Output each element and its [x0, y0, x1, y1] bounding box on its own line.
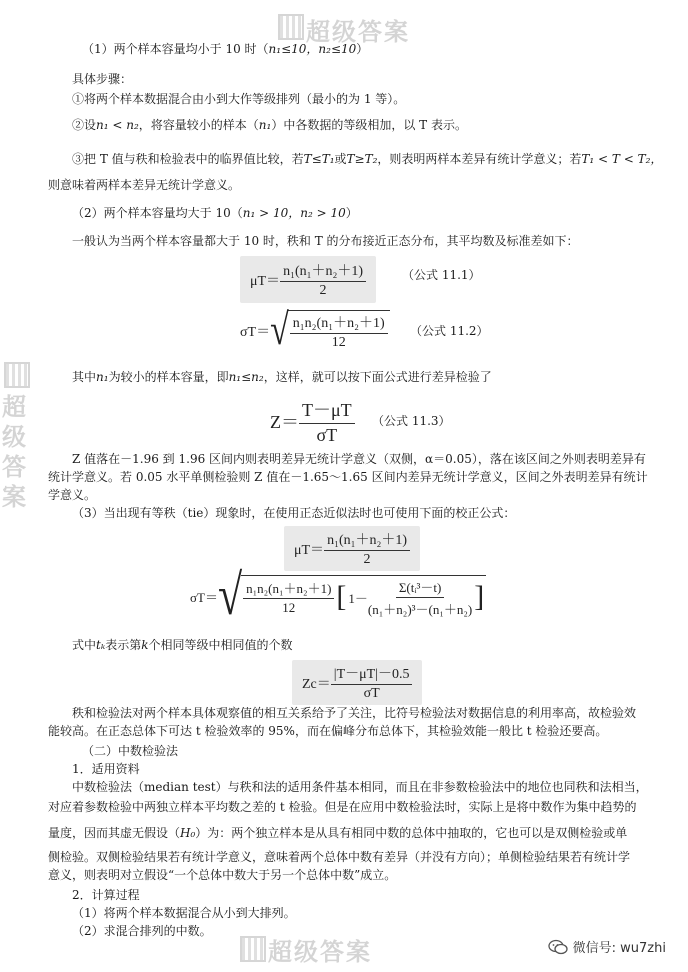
section-heading-large-samples: （2）两个样本容量均大于 10（n₁ > 10，n₂ > 10）: [72, 206, 358, 220]
z-interval-text-1: Z 值落在－1.96 到 1.96 区间内则表明差异无统计学意义（双侧，α＝0.05），落在该区间之外则表明差异有: [72, 452, 646, 466]
step-3-cont: 则意味着两样本差异无统计学意义。: [48, 178, 241, 192]
watermark-left: 超级答案: [2, 393, 26, 511]
n1-explanation: 其中n₁为较小的样本容量，即n₁≤n₂，这样，就可以按下面公式进行差异检验了: [72, 370, 492, 384]
formula-tie-mean: μT＝ $\frac{\text{n₁(n₁＋n₂＋1)}}{2}$: [284, 526, 420, 571]
median-test-heading: （二）中数检验法: [82, 744, 179, 758]
wechat-id-label: 微信号: wu7zhi: [572, 941, 666, 956]
applicable-data-heading: 1．适用资料: [72, 762, 140, 776]
median-text-5: 意义，则表明对立假设“一个总体中数大于另一个总体中数”成立。: [48, 868, 397, 882]
median-text-4: 侧检验。双侧检验结果若有统计学意义，意味着两个总体中数有差异（并没有方向）；单侧检验结果若有统计学: [48, 850, 631, 864]
calc-process-heading: 2．计算过程: [72, 888, 140, 902]
tk-explanation: 式中tₖ表示第k个相同等级中相同值的个数: [72, 638, 293, 652]
median-text-3: 量度，因而其虚无假设（H₀）为：两个独立样本是从具有相同中数的总体中抽取的，它也可以是双侧检验或单: [48, 826, 628, 840]
formula-11-2-label: （公式 11.2）: [410, 324, 489, 338]
calc-step-2: （2）求混合排列的中数。: [72, 924, 212, 938]
formula-11-3-label: （公式 11.3）: [372, 414, 451, 428]
median-text-2: 对应着参数检验中两独立样本平均数之差的 t 检验。但是在应用中数检验法时，实际上是将中数作为集中趋势的: [48, 800, 637, 814]
rank-sum-summary-1: 秩和检验法对两个样本具体观察值的相互关系给予了关注，比符号检验法对数据信息的利用率高，故检验效: [72, 706, 637, 720]
formula-tie-sd: σT＝ √ $\frac{\text{n₁n₂(n₁＋n₂＋1)}}{12}$ [ 1－ $\frac{\text{Σ(tᵢ³－t)}}{\text{(n₁＋n₂)³－(n₁＋n₂)}}$ ]: [190, 563, 485, 628]
wechat-footer: [548, 937, 666, 956]
formula-11-1: μT＝ $\frac{\text{n₁(n₁＋n₂＋1)}}{2}$: [240, 256, 376, 303]
watermark-logo-left: [4, 362, 30, 388]
ties-heading: （3）当出现有等秩（tie）现象时，在使用正态近似法时也可使用下面的校正公式：: [72, 506, 516, 520]
step-1: ①将两个样本数据混合由小到大作等级排列（最小的为 1 等）。: [72, 92, 406, 106]
section-heading-small-samples: （1）两个样本容量均小于 10 时（n₁≤10，n₂≤10）: [82, 42, 369, 56]
formula-11-3: Z＝ $\frac{T-\mu T}{\sigma T}$: [270, 396, 355, 446]
formula-11-1-label: （公式 11.1）: [402, 268, 481, 282]
median-text-1: 中数检验法（median test）与秩和法的适用条件基本相同，而且在非参数检验法中的地位也同秩和法相当，: [72, 780, 648, 794]
z-interval-text-3: 学意义。: [48, 488, 97, 502]
watermark-top: 超级答案: [306, 18, 410, 46]
rank-sum-summary-2: 能较高。在正态总体下可达 t 检验效率的 95%，而在偏峰分布总体下，其检验效能一般比 t 检验还要高。: [48, 724, 608, 738]
steps-label: 具体步骤：: [72, 72, 133, 86]
normal-approx-text: 一般认为当两个样本容量都大于 10 时，秩和 T 的分布接近正态分布，其平均数及标准差如下：: [72, 234, 579, 248]
wechat-icon: [548, 939, 568, 955]
formula-11-2: σT＝ √ $\frac{\text{n₁n₂(n₁＋n₂＋1)}}{12}$: [240, 310, 390, 351]
watermark-logo-top: [278, 14, 304, 40]
z-interval-text-2: 统计学意义。若 0.05 水平单侧检验则 Z 值在－1.65～1.65 区间内差异无统计学意义，区间之外表明差异有统计: [48, 470, 648, 484]
formula-corrected-z: Zc＝ $\frac{|T-\mu T|-0.5}{\sigma T}$: [292, 660, 422, 705]
calc-step-1: （1）将两个样本数据混合从小到大排列。: [72, 906, 296, 920]
watermark-bottom: 超级答案: [268, 938, 372, 966]
watermark-logo-bottom: [240, 936, 266, 962]
step-2: ②设n₁ < n₂，将容量较小的样本（n₁）中各数据的等级相加，以 T 表示。: [72, 118, 467, 132]
step-3: ③把 T 值与秩和检验表中的临界值比较，若T≤T₁或T≥T₂，则表明两样本差异有统计学意义；若T₁ < T < T₂，: [72, 152, 663, 166]
